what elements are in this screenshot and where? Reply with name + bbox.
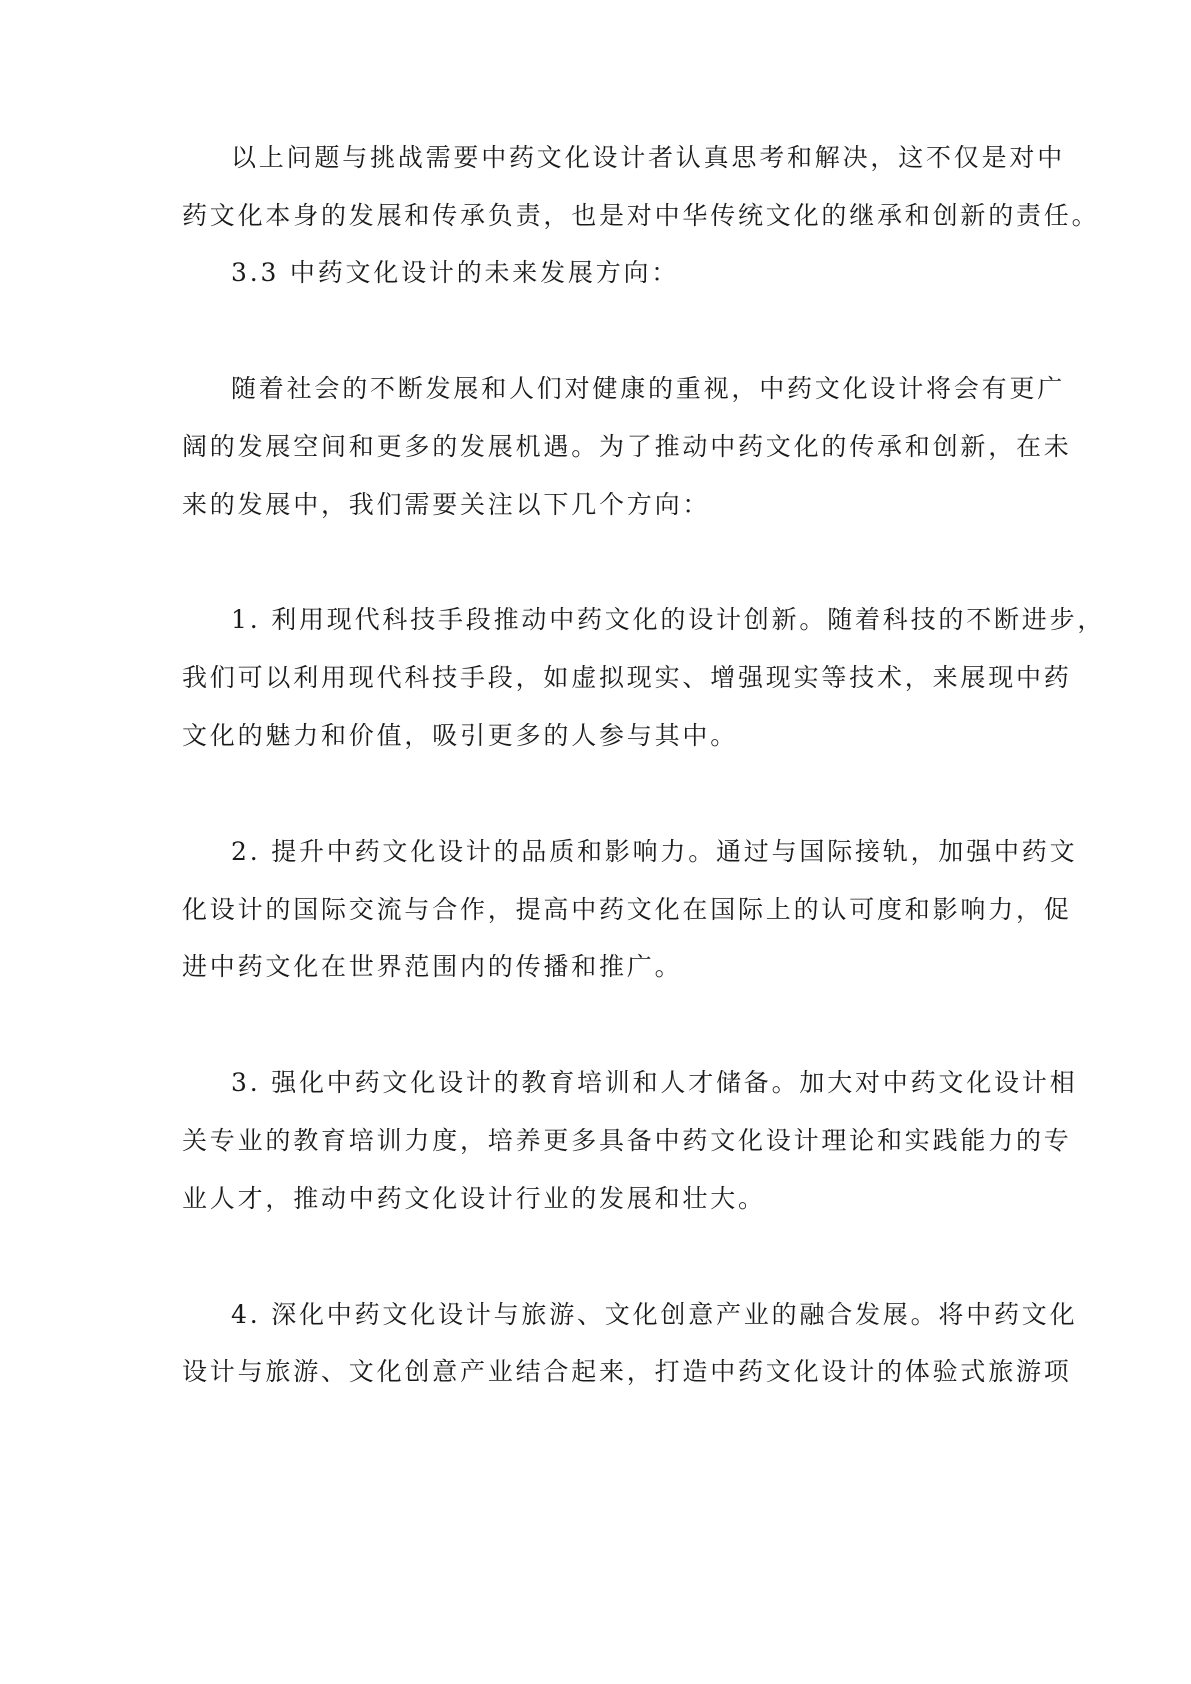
list-item-line: 2. 提升中药文化设计的品质和影响力。通过与国际接轨，加强中药文 (231, 837, 1078, 866)
list-item-line: 进中药文化在世界范围内的传播和推广。 (182, 952, 683, 981)
list-item-line: 业人才，推动中药文化设计行业的发展和壮大。 (182, 1184, 766, 1213)
list-item-line: 3. 强化中药文化设计的教育培训和人才储备。加大对中药文化设计相 (231, 1068, 1078, 1097)
list-item-line: 文化的魅力和价值，吸引更多的人参与其中。 (182, 721, 739, 750)
section-heading: 3.3 中药文化设计的未来发展方向： (231, 258, 680, 287)
paragraph-line: 来的发展中，我们需要关注以下几个方向： (182, 490, 711, 519)
paragraph-line: 随着社会的不断发展和人们对健康的重视，中药文化设计将会有更广 (231, 374, 1066, 403)
list-item-line: 关专业的教育培训力度，培养更多具备中药文化设计理论和实践能力的专 (182, 1126, 1072, 1155)
paragraph-line: 药文化本身的发展和传承负责，也是对中华传统文化的继承和创新的责任。 (182, 201, 1100, 230)
list-item-line: 设计与旅游、文化创意产业结合起来，打造中药文化设计的体验式旅游项 (182, 1357, 1072, 1386)
list-item-line: 我们可以利用现代科技手段，如虚拟现实、增强现实等技术，来展现中药 (182, 663, 1072, 692)
paragraph-line: 阔的发展空间和更多的发展机遇。为了推动中药文化的传承和创新，在未 (182, 432, 1072, 461)
list-item-line: 化设计的国际交流与合作，提高中药文化在国际上的认可度和影响力，促 (182, 895, 1072, 924)
list-item-line: 4. 深化中药文化设计与旅游、文化创意产业的融合发展。将中药文化 (231, 1300, 1078, 1329)
list-item-line: 1. 利用现代科技手段推动中药文化的设计创新。随着科技的不断进步， (231, 605, 1106, 634)
paragraph-line: 以上问题与挑战需要中药文化设计者认真思考和解决，这不仅是对中 (231, 143, 1066, 172)
